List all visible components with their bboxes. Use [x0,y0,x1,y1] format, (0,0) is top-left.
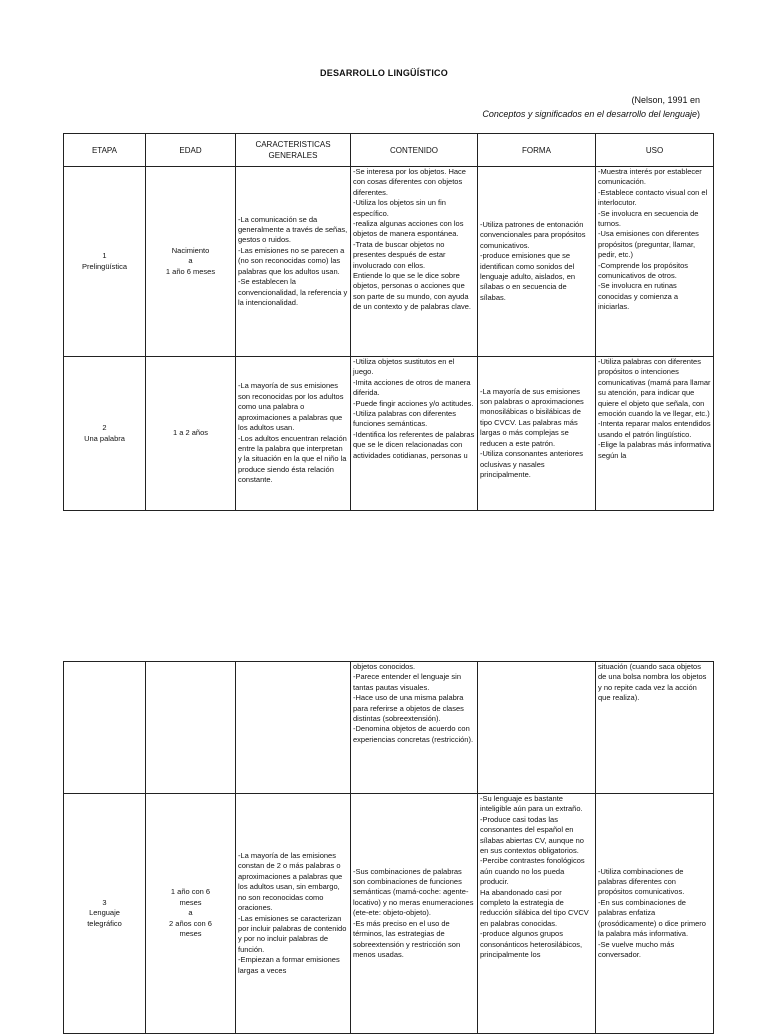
header-caracteristicas: CARACTERISTICAS GENERALES [236,134,351,167]
header-forma: FORMA [478,134,596,167]
cell-forma [478,662,596,794]
cell-etapa: 2 Una palabra [64,357,146,511]
cell-contenido: -Utiliza objetos sustitutos en el juego. -Imita acciones de otros de manera diferida. -Puede fingir acciones y/o actitudes. -Utiliza palabras con diferentes funciones semánticas. -Identifica los referentes de palabras que se le dicen relacionadas con actividades cotidianas, personas u [351,357,478,511]
cell-etapa: 1 Prelingüística [64,167,146,357]
document-title: DESARROLLO LINGÜÍSTICO [320,68,448,78]
cell-uso: situación (cuando saca objetos de una bolsa nombra los objetos y no repite cada vez la acción que realiza). [596,662,714,794]
cell-contenido: -Se interesa por los objetos. Hace con cosas diferentes con objetos diferentes. -Utiliza los objetos sin un fin específico. -realiza algunas acciones con los objetos de manera espontánea. -Trata de buscar objetos no presentes después de estar involucrado con ellos. Entiende lo que se le dice sobre objetos, personas o acciones que son parte de su mundo, con ayuda de un contexto y de palabras clave. [351,167,478,357]
table-row-lenguaje-telegrafico [64,794,714,1034]
table-row-continuation [64,662,714,794]
citation-line-1: (Nelson, 1991 en [631,95,700,105]
cell-caracteristicas: -La mayoría de sus emisiones son reconocidas por los adultos como una palabra o aproximaciones a palabras que los adultos usan. -Los adultos encuentran relación entre la palabra que interpretan y la situación en la que el niño la produce siendo ésta relación constante. [236,357,351,511]
cell-uso: -Muestra interés por establecer comunicación. -Establece contacto visual con el interlocutor. -Se involucra en secuencia de turnos. -Usa emisiones con diferentes propósitos (preguntar, llamar, pedir, etc.) -Comprende los propósitos comunicativos de otros. -Se involucra en rutinas conocidas y comienza a iniciarlas. [596,167,714,357]
header-edad: EDAD [146,134,236,167]
development-table-continued [63,661,714,1034]
cell-etapa: 3 Lenguaje telegráfico [64,794,146,1034]
citation-line-2 [482,109,700,119]
cell-caracteristicas: -La comunicación se da generalmente a través de señas, gestos o ruidos. -Las emisiones no se parecen a (no son reconocidas como) las palabras que los adultos usan. -Se establecen la convencionalidad, la referencia y la intencionalidad. [236,167,351,357]
cell-uso: -Utiliza palabras con diferentes propósitos o intenciones comunicativas (mamá para llamar su atención, para indicar que quiere el objeto que señala, con emoción cuando la ve llegar, etc.) -Intenta reparar malos entendidos usando el patrón lingüístico. -Elige la palabras más informativa según la [596,357,714,511]
header-uso: USO [596,134,714,167]
cell-forma: -Utiliza patrones de entonación convencionales para propósitos comunicativos. -produce emisiones que se identifican como sonidos del lenguaje adulto, aislados, en sílabas o en secuencia de sílabas. [478,167,596,357]
citation-book-title: Conceptos y significados en el desarrollo del lenguaje [482,109,697,119]
cell-forma: -Su lenguaje es bastante inteligible aún para un extraño. -Produce casi todas las consonantes del español en sílabas abiertas CV, aunque no en sus contextos obligatorios. -Percibe contrastes fonológicos aún cuando no los pueda producir. Ha abandonado casi por completo la estrategia de reducción silábica del tipo CVCV en palabras conocidas. -produce algunos grupos consonánticos heterosilábicos, principalmente los [478,794,596,1034]
cell-forma: -La mayoría de sus emisiones son palabras o aproximaciones monosilábicas o bisilábicas de tipo CVCV. Las palabras más largas o más complejas se reducen a este patrón. -Utiliza consonantes anteriores oclusivas y nasales principalmente. [478,357,596,511]
cell-etapa [64,662,146,794]
cell-caracteristicas [236,662,351,794]
cell-edad [146,662,236,794]
cell-caracteristicas: -La mayoría de las emisiones constan de 2 o más palabras o aproximaciones a palabras que los adultos usan, sin embargo, no son reconocidas como oraciones. -Las emisiones se caracterizan por incluir palabras de contenido y por no incluir palabras de función. -Empiezan a formar emisiones largas a veces [236,794,351,1034]
cell-edad: Nacimiento a 1 año 6 meses [146,167,236,357]
table-row-prelinguistica [64,167,714,357]
cell-uso: -Utiliza combinaciones de palabras diferentes con propósitos comunicativos. -En sus combinaciones de palabras enfatiza (prosódicamente) o dice primero la palabra más informativa. -Se vuelve mucho más conversador. [596,794,714,1034]
header-etapa: ETAPA [64,134,146,167]
cell-contenido: -Sus combinaciones de palabras son combinaciones de funciones semánticas (mamá-coche: agente-locativo) y no meras enumeraciones (ete-ete: objeto-objeto). -Es más preciso en el uso de términos, las estrategias de sobreextensión y restricción son menos usadas. [351,794,478,1034]
cell-edad: 1 a 2 años [146,357,236,511]
table-row-una-palabra [64,357,714,511]
header-contenido: CONTENIDO [351,134,478,167]
cell-edad: 1 año con 6 meses a 2 años con 6 meses [146,794,236,1034]
citation-close-paren: ) [697,109,700,119]
table-header-row [64,134,714,167]
development-table [63,133,714,511]
cell-contenido: objetos conocidos. -Parece entender el lenguaje sin tantas pautas visuales. -Hace uso de una misma palabra para referirse a objetos de clases distintas (sobreextensión). -Denomina objetos de acuerdo con experiencias concretas (restricción). [351,662,478,794]
